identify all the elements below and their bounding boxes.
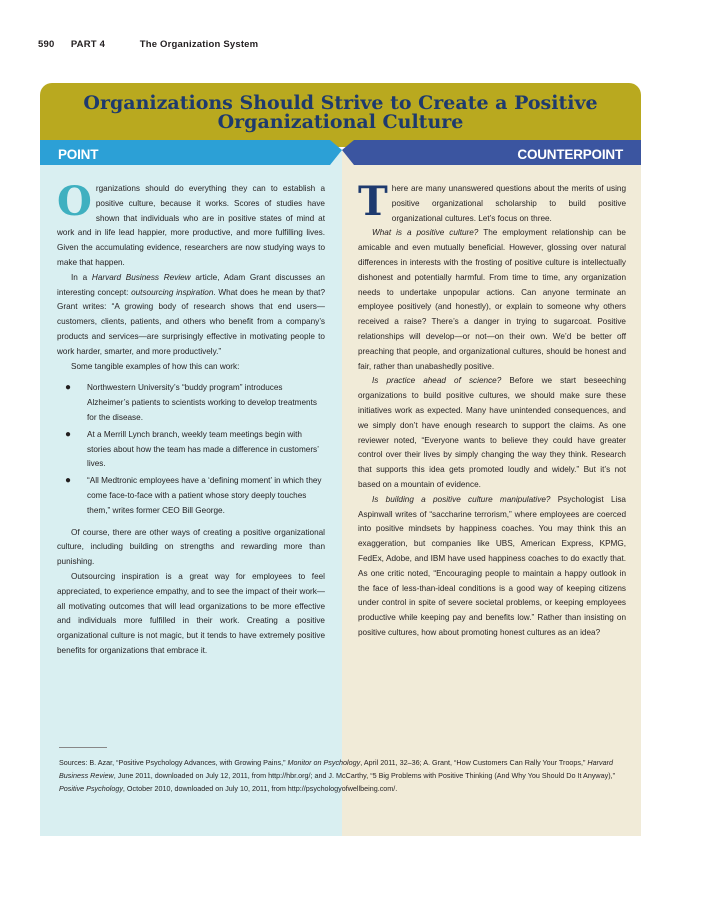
part-title: The Organization System <box>139 39 259 50</box>
counterpoint-p2-text: The employment relationship can be amicable and even mutually beneficial. However, glossing over natural differences in interests with the frosting of positive culture is intellectually dishonest and potentially harmful. From time to time, any organization needs to undertake unpopular actions. Can anyone terminate an employee positively (and honestly), or explain to someone why others received a raise? There’s a danger in trying to sugarcoat. Positive relationships will develop—or not—on their own. We’d be better off preaching that people, and organizational cultures, should be honest and fair, rather than unabashedly positive. <box>358 228 626 371</box>
source-journal-3: Positive Psychology <box>59 784 123 793</box>
counterpoint-dropcap: T <box>358 178 388 225</box>
point-column <box>57 178 326 659</box>
point-bullet-list <box>57 381 325 518</box>
bullet-icon: ● <box>65 428 72 440</box>
point-dropcap: O <box>57 178 92 225</box>
list-item <box>57 381 325 425</box>
bullet-icon: ● <box>65 475 72 487</box>
feature-title <box>40 94 641 132</box>
point-paragraph-4: Of course, there are other ways of creating a positive organizational culture, including building on strengths and rewarding more than punishing. <box>57 527 325 567</box>
point-p1-text: rganizations should do everything they can to establish a positive culture, because it works. Scores of studies have shown that individuals who are in positive states of mind at work and in life lead happier, more productive, and more fulfilling lives. Given the accumulating evidence, researchers are now studying ways to make that happen. <box>57 184 325 267</box>
point-p2-c: . What does he mean by that? Grant writes: “A growing body of research shows that end users—customers, clients, patients, and others who benefit from a company’s products and services—are surprisingly effective in motivating people to work harder, smarter, and more productively.” <box>57 287 326 356</box>
page-number: 590 <box>38 39 55 50</box>
point-paragraph-5: Outsourcing inspiration is a great way for employees to feel appreciated, to experience empathy, and to see the impact of their work—all motivating outcomes that will lead organizations to be more effective and individuals more fulfilled in their work. Creating a positive organizational culture is not magic, but it tends to have extremely positive benefits for organizations that embrace it. <box>57 571 325 655</box>
feature-title-line2: Organizational Culture <box>217 111 464 133</box>
point-p2-a: In a <box>71 272 92 282</box>
question-1: What is a positive culture? <box>372 228 479 238</box>
feature-title-line1: Organizations Should Strive to Create a Positive <box>83 92 598 114</box>
list-item <box>57 428 325 472</box>
point-paragraph-2 <box>57 271 325 360</box>
source-text-3: , June 2011, downloaded on July 12, 2011, from http://hbr.org/; and J. McCarthy, “5 Big Problems with Positive Thinking (And Why You Should Do It Anyway),” <box>113 771 615 780</box>
sources-divider <box>59 747 107 748</box>
list-item <box>57 474 325 518</box>
point-paragraph-3: Some tangible examples of how this can work: <box>71 361 240 371</box>
source-journal-1: Monitor on Psychology <box>287 758 361 767</box>
sources-note <box>59 756 629 795</box>
source-text-2: , April 2011, 32–36; A. Grant, “How Customers Can Rally Your Troops,” <box>360 758 588 767</box>
counterpoint-paragraph-4 <box>358 493 626 641</box>
running-head <box>38 39 258 50</box>
point-p2-concept: outsourcing inspiration <box>131 287 214 297</box>
point-label: POINT <box>58 147 99 162</box>
counterpoint-p3-text: Before we start beseeching organizations to build positive cultures, we should make sure these initiatives work as expected. Many have unintended consequences, and we simply don’t have enough research to support the claims. As one reviewer noted, “Everyone wants to believe they could have greater control over their lives by simply changing the way they think. Research that supports this idea gets promoted loudly and widely.” But it’s not based on a mountain of evidence. <box>358 376 627 489</box>
point-p2-b: article, Adam Grant discusses an interesting concept: <box>57 272 325 297</box>
counterpoint-label: COUNTERPOINT <box>517 147 623 162</box>
point-p2-hbr: Harvard Business Review <box>91 272 191 282</box>
bullet-icon: ● <box>65 382 72 394</box>
counterpoint-paragraph-3 <box>358 374 626 492</box>
bullet-text: At a Merrill Lynch branch, weekly team meetings begin with stories about how the team has made a difference in customers’ lives. <box>87 429 319 469</box>
counterpoint-paragraph-2 <box>358 226 626 374</box>
counterpoint-column <box>358 178 627 641</box>
bullet-text: “All Medtronic employees have a ‘defining moment’ in which they come face-to-face with a patient whose story deeply touches them,” writes former CEO Bill George. <box>87 476 322 515</box>
bullet-text: Northwestern University’s “buddy program” introduces Alzheimer’s patients to scientists working to develop treatments for the disease. <box>87 383 317 422</box>
point-paragraph-1 <box>57 178 325 271</box>
part-label: PART 4 <box>70 39 106 50</box>
source-text-4: , October 2010, downloaded on July 10, 2011, from http://psychologyofwellbeing.com/. <box>122 784 398 793</box>
counterpoint-paragraph-1 <box>358 178 626 226</box>
counterpoint-p1-text: here are many unanswered questions about the merits of using positive organizational scholarship to build positive organizational cultures. Let’s focus on three. <box>391 184 626 223</box>
counterpoint-p4-text: Psychologist Lisa Aspinwall writes of “saccharine terrorism,” where employees are coerced into positive mindsets by happiness coaches. You may think this an exaggeration, but companies like UBS, American Express, KPMG, FedEx, Adobe, and IBM have used happiness coaches to do exactly that. As one critic noted, “Encouraging people to maintain a happy outlook in the face of less-than-ideal conditions is a good way of keeping citizens under control in spite of severe societal problems, or keeping employees productive while keeping pay and benefits low.” Rather than insisting on positive cultures, how about promoting honest cultures as an idea? <box>358 494 626 637</box>
question-2: Is practice ahead of science? <box>372 376 502 386</box>
source-journal-2: Harvard Business Review <box>59 758 613 780</box>
point-counterpoint-bar <box>40 140 641 171</box>
source-text-1: Sources: B. Azar, “Positive Psychology Advances, with Growing Pains,” <box>59 758 288 767</box>
question-3: Is building a positive culture manipulative? <box>372 494 551 504</box>
title-banner <box>40 83 641 147</box>
